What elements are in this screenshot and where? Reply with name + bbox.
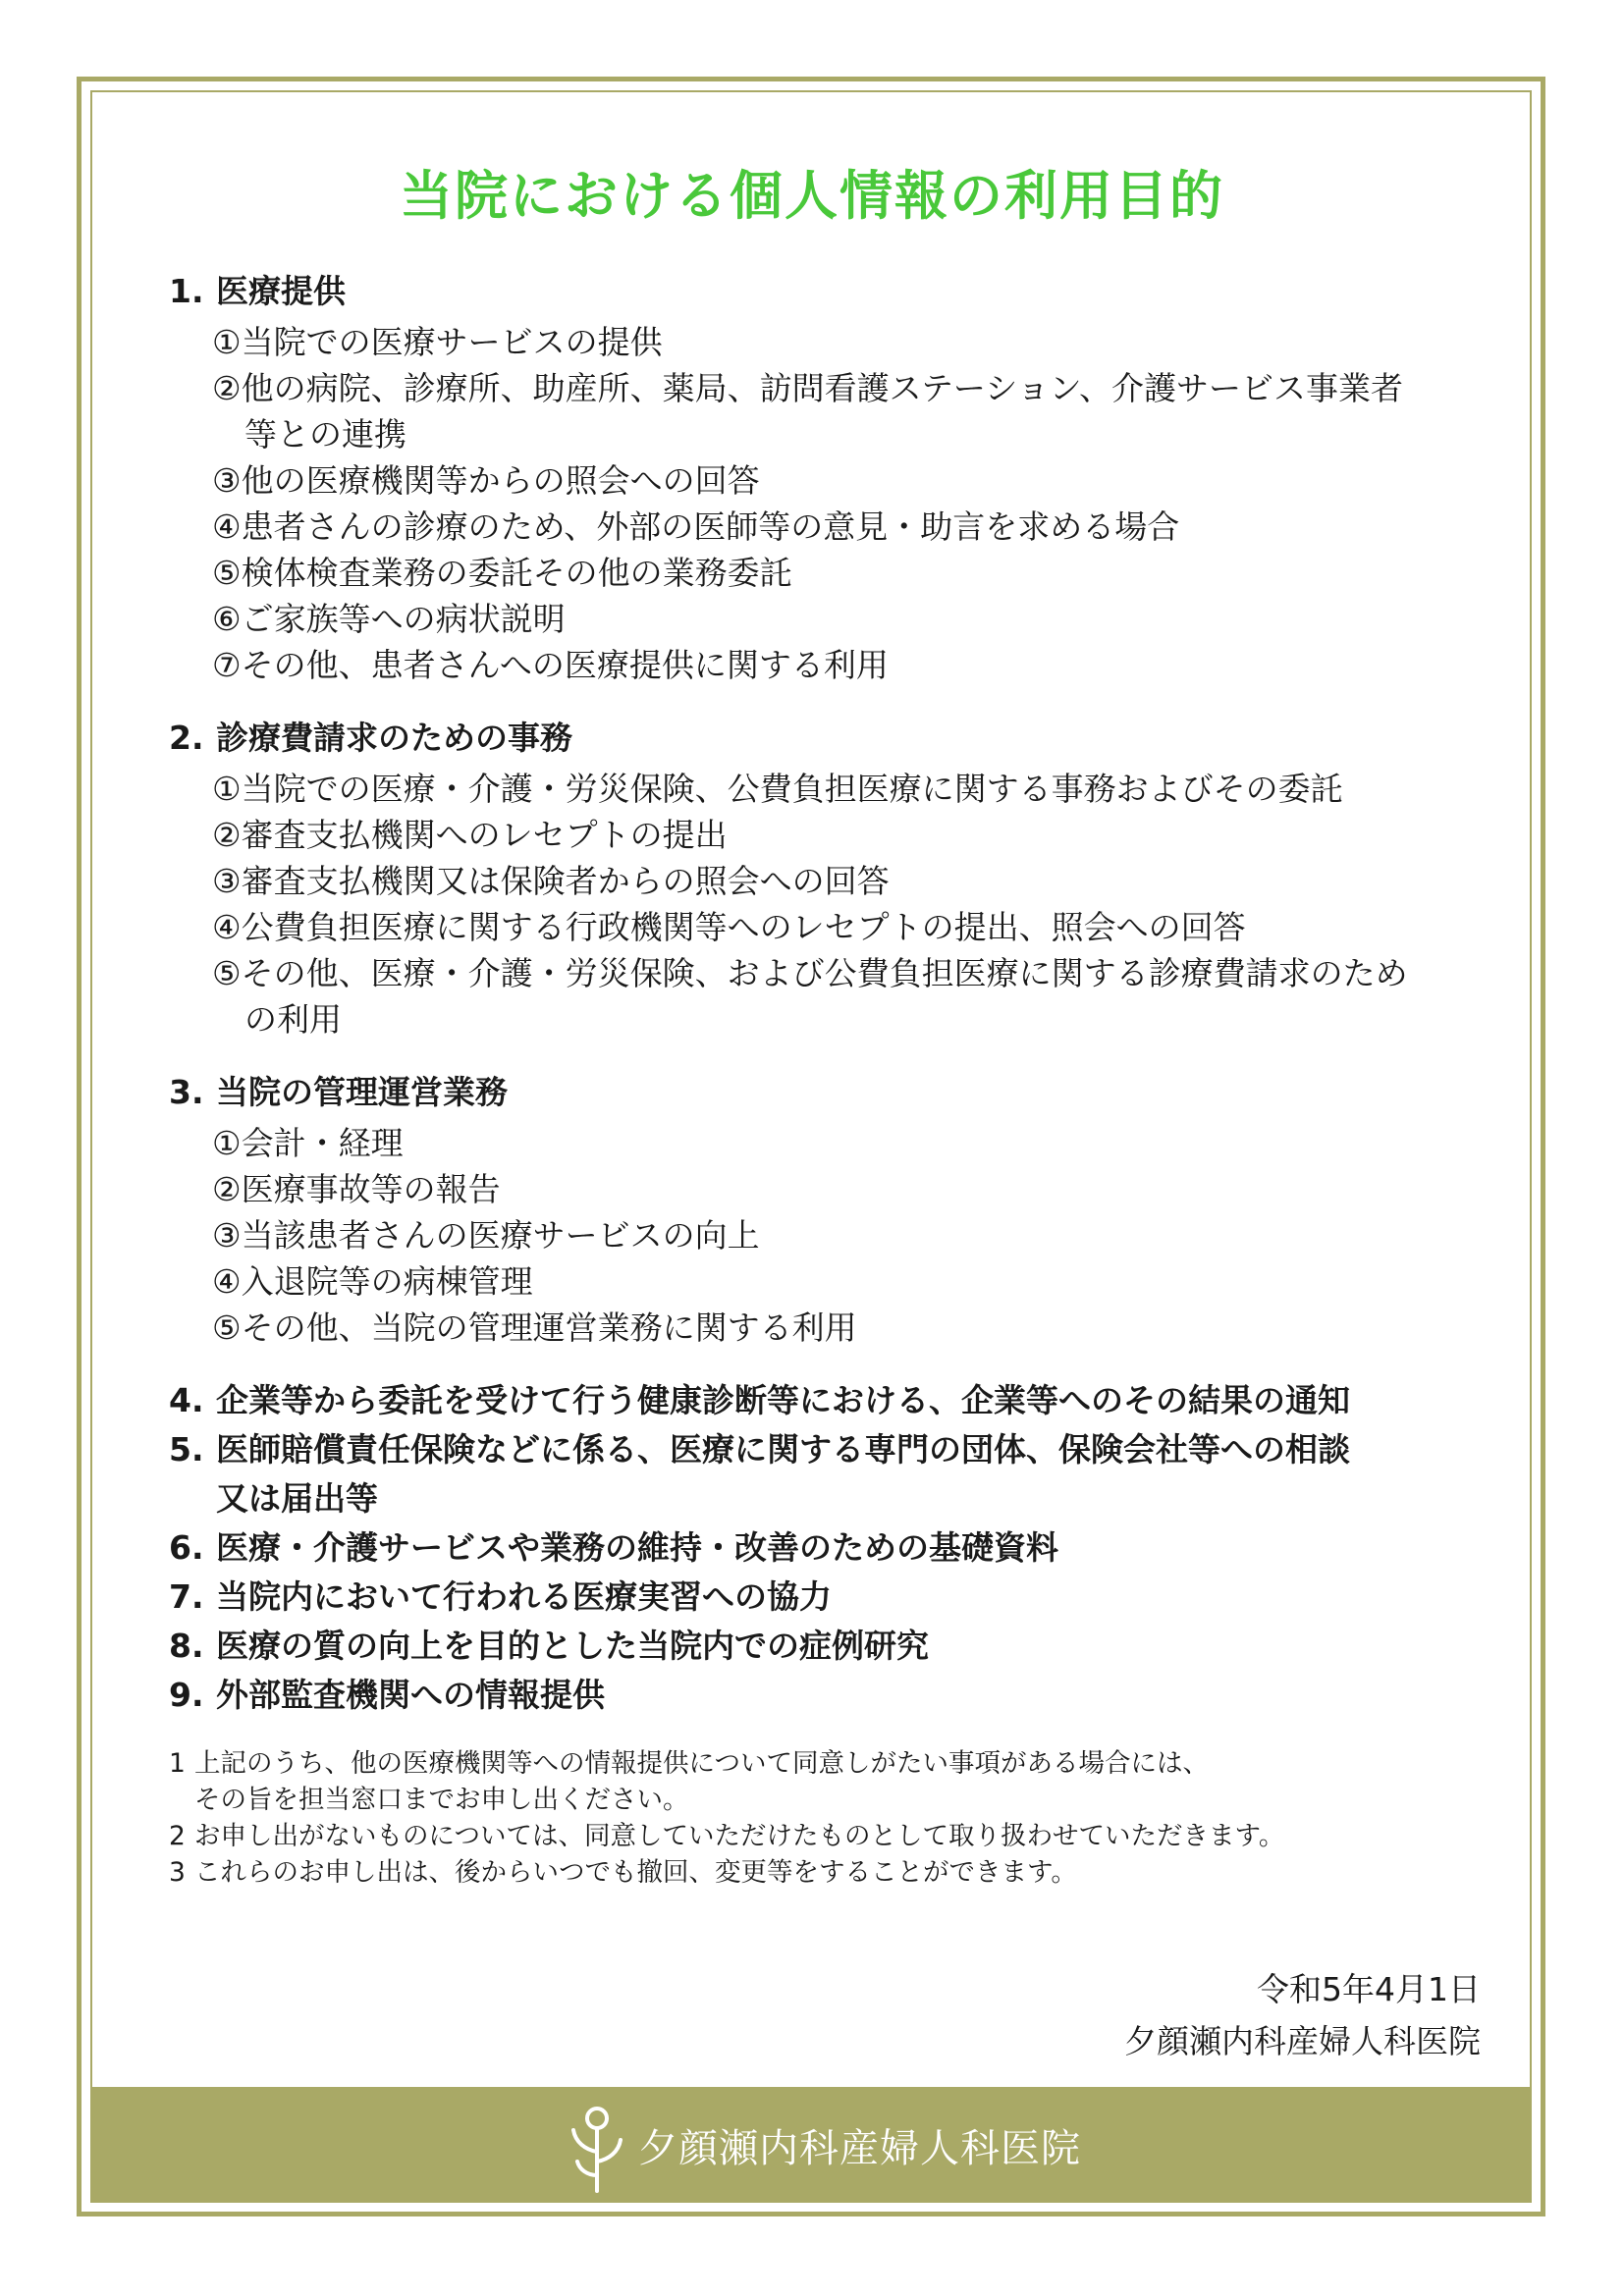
purpose-number: 7. bbox=[169, 1577, 204, 1616]
page-title: 当院における個人情報の利用目的 bbox=[400, 165, 1224, 227]
note-number: 3 bbox=[169, 1857, 186, 1888]
purpose-text: 外部監査機関への情報提供 bbox=[216, 1676, 605, 1714]
list-item bbox=[212, 950, 1485, 1042]
note-text: これらのお申し出は、後からいつでも撤回、変更等をすることができます。 bbox=[194, 1857, 1077, 1888]
list-item: ①会計・経理 bbox=[212, 1124, 404, 1162]
list-item: ③他の医療機関等からの照会への回答 bbox=[212, 461, 760, 500]
list-item-text: ⑤その他、医療・介護・労災保険、および公費負担医療に関する診療費請求のため bbox=[212, 954, 1408, 992]
list-item: ①当院での医療サービスの提供 bbox=[212, 323, 663, 361]
main-content bbox=[169, 267, 1485, 1891]
section-heading bbox=[169, 267, 1485, 316]
note-number: 1 bbox=[169, 1748, 186, 1779]
list-item: ③当該患者さんの医療サービスの向上 bbox=[212, 1216, 760, 1255]
list-item: ①当院での医療・介護・労災保険、公費負担医療に関する事務およびその委託 bbox=[212, 770, 1343, 808]
note-item bbox=[169, 1818, 1485, 1854]
purpose-item bbox=[169, 1425, 1485, 1523]
list-item: ②審査支払機関へのレセプトの提出 bbox=[212, 816, 728, 854]
note-number: 2 bbox=[169, 1821, 186, 1851]
section-medical-care bbox=[169, 267, 1485, 688]
item-list bbox=[212, 1120, 1485, 1351]
note-item bbox=[169, 1745, 1485, 1818]
purpose-number: 9. bbox=[169, 1676, 204, 1714]
note-text-continuation: その旨を担当窓口までお申し出ください。 bbox=[194, 1785, 689, 1815]
list-item: ③審査支払機関又は保険者からの照会への回答 bbox=[212, 862, 890, 900]
purpose-number: 6. bbox=[169, 1528, 204, 1567]
item-list bbox=[212, 319, 1485, 688]
additional-purposes bbox=[169, 1376, 1485, 1720]
purpose-text-continuation: 又は届出等 bbox=[216, 1479, 378, 1518]
note-text: お申し出がないものについては、同意していただけたものとして取り扱わせていただきます。 bbox=[194, 1821, 1285, 1851]
list-item: ④患者さんの診療のため、外部の医師等の意見・助言を求める場合 bbox=[212, 507, 1180, 546]
list-item: ⑤検体検査業務の委託その他の業務委託 bbox=[212, 554, 792, 592]
purpose-text: 医療の質の向上を目的とした当院内での症例研究 bbox=[216, 1627, 929, 1665]
section-billing bbox=[169, 714, 1485, 1042]
purpose-item bbox=[169, 1671, 1485, 1720]
flower-logo-icon bbox=[568, 2101, 626, 2195]
footer-clinic-name: 夕顔瀬内科産婦人科医院 bbox=[638, 2126, 1081, 2171]
list-item: ⑤その他、当院の管理運営業務に関する利用 bbox=[212, 1308, 857, 1347]
purpose-item bbox=[169, 1376, 1485, 1425]
section-heading bbox=[169, 1068, 1485, 1117]
list-item-continuation: 等との連携 bbox=[244, 415, 406, 454]
purpose-item bbox=[169, 1573, 1485, 1622]
purpose-text: 医師賠償責任保険などに係る、医療に関する専門の団体、保険会社等への相談 bbox=[216, 1430, 1350, 1468]
section-title: 当院の管理運営業務 bbox=[216, 1073, 508, 1111]
notes bbox=[169, 1745, 1485, 1891]
purpose-text: 企業等から委託を受けて行う健康診断等における、企業等へのその結果の通知 bbox=[216, 1381, 1350, 1419]
list-item-text: ②他の病院、診療所、助産所、薬局、訪問看護ステーション、介護サービス事業者 bbox=[212, 369, 1403, 407]
list-item: ⑦その他、患者さんへの医療提供に関する利用 bbox=[212, 646, 889, 684]
purpose-text: 当院内において行われる医療実習への協力 bbox=[216, 1577, 832, 1616]
section-title: 医療提供 bbox=[216, 272, 346, 310]
list-item: ⑥ご家族等への病状説明 bbox=[212, 600, 566, 638]
list-item-continuation: の利用 bbox=[244, 1000, 342, 1039]
issue-date: 令和5年4月1日 bbox=[1257, 1970, 1481, 2008]
section-management bbox=[169, 1068, 1485, 1351]
purpose-number: 4. bbox=[169, 1381, 204, 1419]
list-item bbox=[212, 365, 1485, 457]
purpose-text: 医療・介護サービスや業務の維持・改善のための基礎資料 bbox=[216, 1528, 1058, 1567]
section-title: 診療費請求のための事務 bbox=[216, 719, 572, 757]
purpose-item bbox=[169, 1622, 1485, 1671]
section-heading bbox=[169, 714, 1485, 763]
section-number: 1. bbox=[169, 272, 204, 310]
item-list bbox=[212, 766, 1485, 1042]
section-number: 2. bbox=[169, 719, 204, 757]
organization-name: 夕顔瀬内科産婦人科医院 bbox=[1124, 2022, 1481, 2060]
note-item bbox=[169, 1854, 1485, 1891]
note-text: 上記のうち、他の医療機関等への情報提供について同意しがたい事項がある場合には、 bbox=[194, 1748, 1209, 1779]
purpose-number: 8. bbox=[169, 1627, 204, 1665]
purpose-item bbox=[169, 1523, 1485, 1573]
list-item: ②医療事故等の報告 bbox=[212, 1170, 501, 1208]
list-item: ④入退院等の病棟管理 bbox=[212, 1262, 533, 1301]
purpose-number: 5. bbox=[169, 1430, 204, 1468]
list-item: ④公費負担医療に関する行政機関等へのレセプトの提出、照会への回答 bbox=[212, 908, 1246, 946]
section-number: 3. bbox=[169, 1073, 204, 1111]
